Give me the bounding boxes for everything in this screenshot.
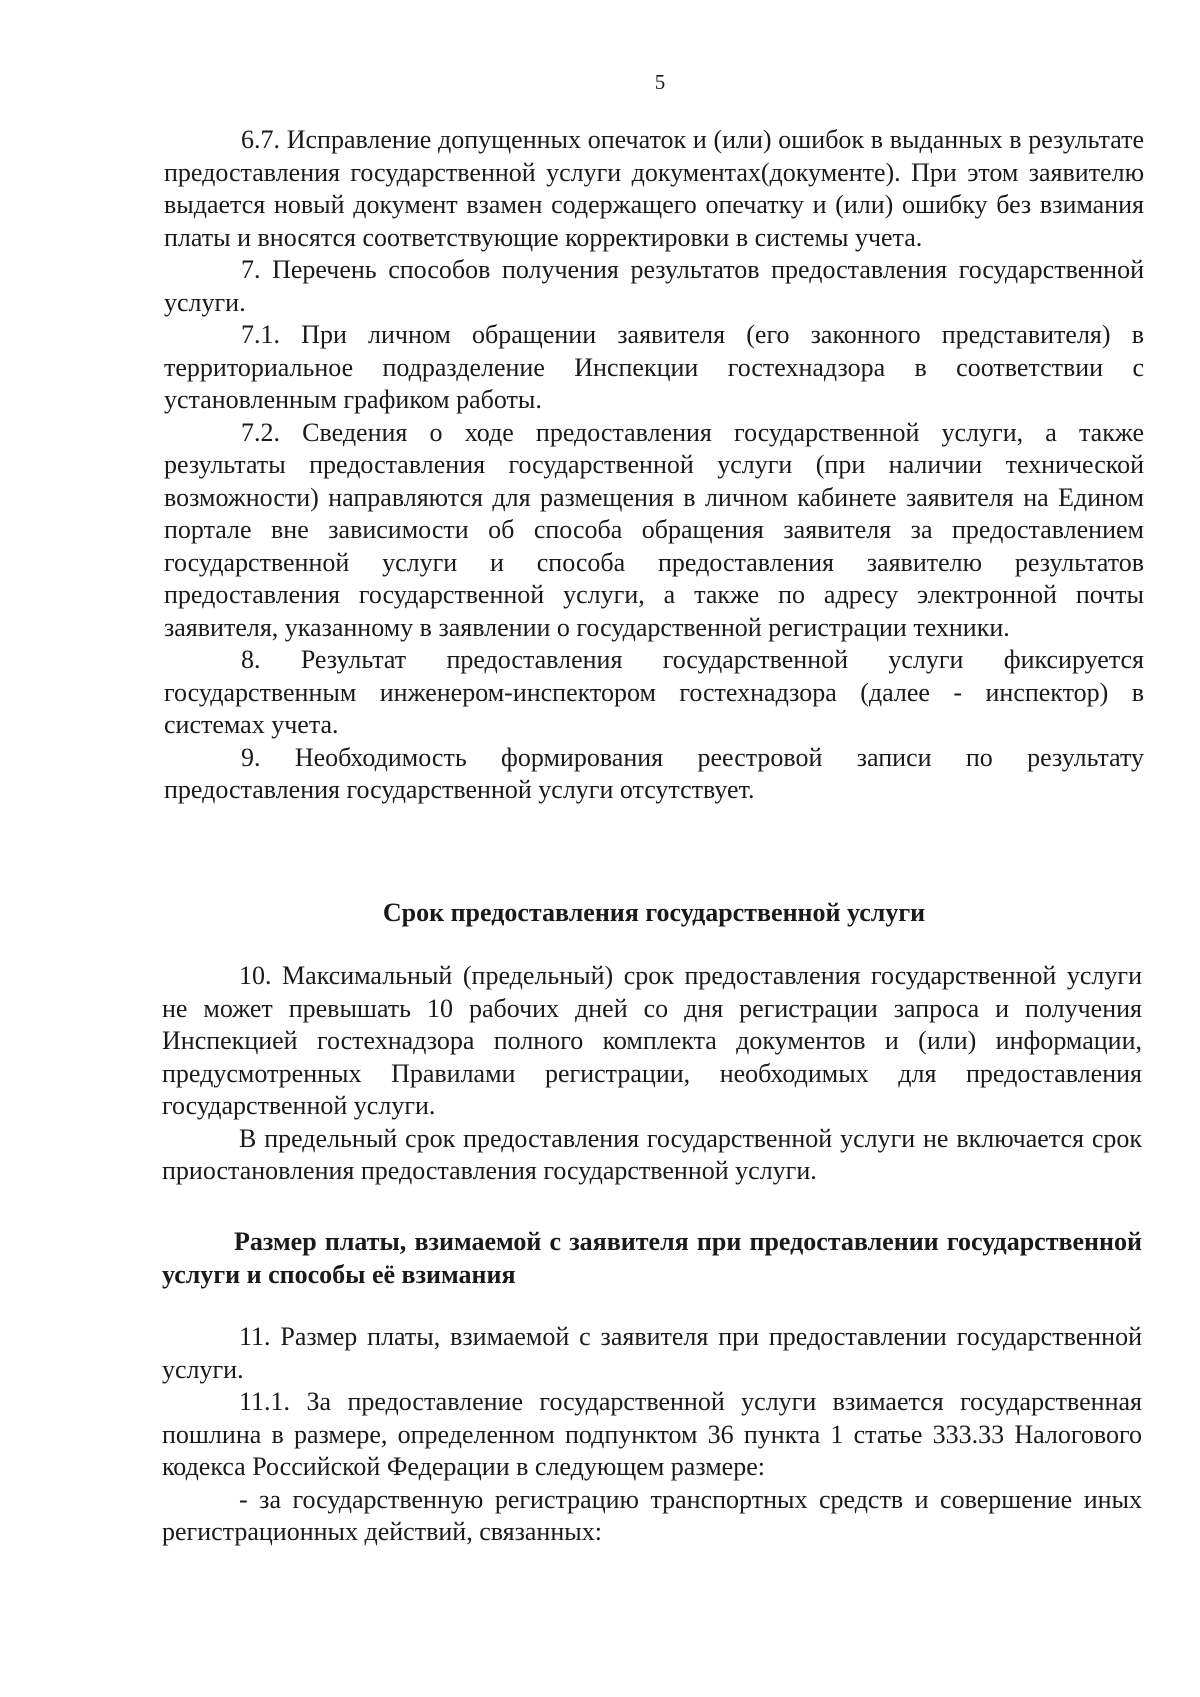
paragraph-11-1: 11.1. За предоставление государственной услуги взимается государственная пошлина в размере, определенном подпунктом 36 пункта 1 статье 333.33 Налогового кодекса Российской Федерации в следующем размере:: [162, 1387, 1142, 1481]
paragraph-7-1: 7.1. При личном обращении заявителя (его законного представителя) в территориальное подразделение Инспекции гостехнадзора в соответствии с установленным графиком работы.: [164, 320, 1144, 414]
paragraph-9: 9. Необходимость формирования реестровой записи по результату предоставления государственной услуги отсутствует.: [164, 742, 1144, 804]
paragraph-11: 11. Размер платы, взимаемой с заявителя при предоставлении государственной услуги.: [162, 1322, 1142, 1384]
section-heading-wrapper-term: [164, 896, 1144, 929]
paragraph-7-2: 7.2. Сведения о ходе предоставления государственной услуги, а также результаты предоставления государственной услуги (при наличии технической возможности) направляются для размещения в личном кабинете заявителя на Едином портале вне зависимости об способа обращения заявителя за предоставлением государственной услуги и способа предоставления заявителю результатов предоставления государственной услуги, а также по адресу электронной почты заявителя, указанному в заявлении о государственной регистрации техники.: [164, 417, 1144, 642]
paragraph-fee-item: - за государственную регистрацию транспортных средств и совершение иных регистрационных действий, связанных:: [162, 1484, 1142, 1546]
text-block-correction-and-results: [164, 124, 1144, 807]
section-heading-fee: Размер платы, взимаемой с заявителя при предоставлении государственной услуги и способы её взимания: [162, 1227, 1142, 1289]
page-number: 5: [654, 70, 666, 94]
paragraph-8: 8. Результат предоставления государственной услуги фиксируется государственным инженером-инспектором гостехнадзора (далее - инспектор) в системах учета.: [164, 645, 1144, 739]
paragraph-10: 10. Максимальный (предельный) срок предоставления государственной услуги не может превышать 10 рабочих дней со дня регистрации запроса и получения Инспекцией гостехнадзора полного комплекта документов и (или) информации, предусмотренных Правилами регистрации, необходимых для предоставления государственной услуги.: [162, 961, 1142, 1120]
text-block-term: [162, 960, 1142, 1188]
paragraph-6-7: 6.7. Исправление допущенных опечаток и (или) ошибок в выданных в результате предоставления государственной услуги документах(документе). При этом заявителю выдается новый документ взамен содержащего опечатку и (или) ошибку без взимания платы и вносятся соответствующие корректировки в системы учета.: [164, 125, 1144, 252]
section-heading-wrapper-fee: [162, 1225, 1142, 1291]
paragraph-7: 7. Перечень способов получения результатов предоставления государственной услуги.: [164, 255, 1144, 317]
paragraph-term-exclusion: В предельный срок предоставления государственной услуги не включается срок приостановления предоставления государственной услуги.: [162, 1123, 1142, 1185]
section-heading-term: Срок предоставления государственной услуги: [382, 898, 926, 927]
text-block-fee: [162, 1321, 1142, 1549]
